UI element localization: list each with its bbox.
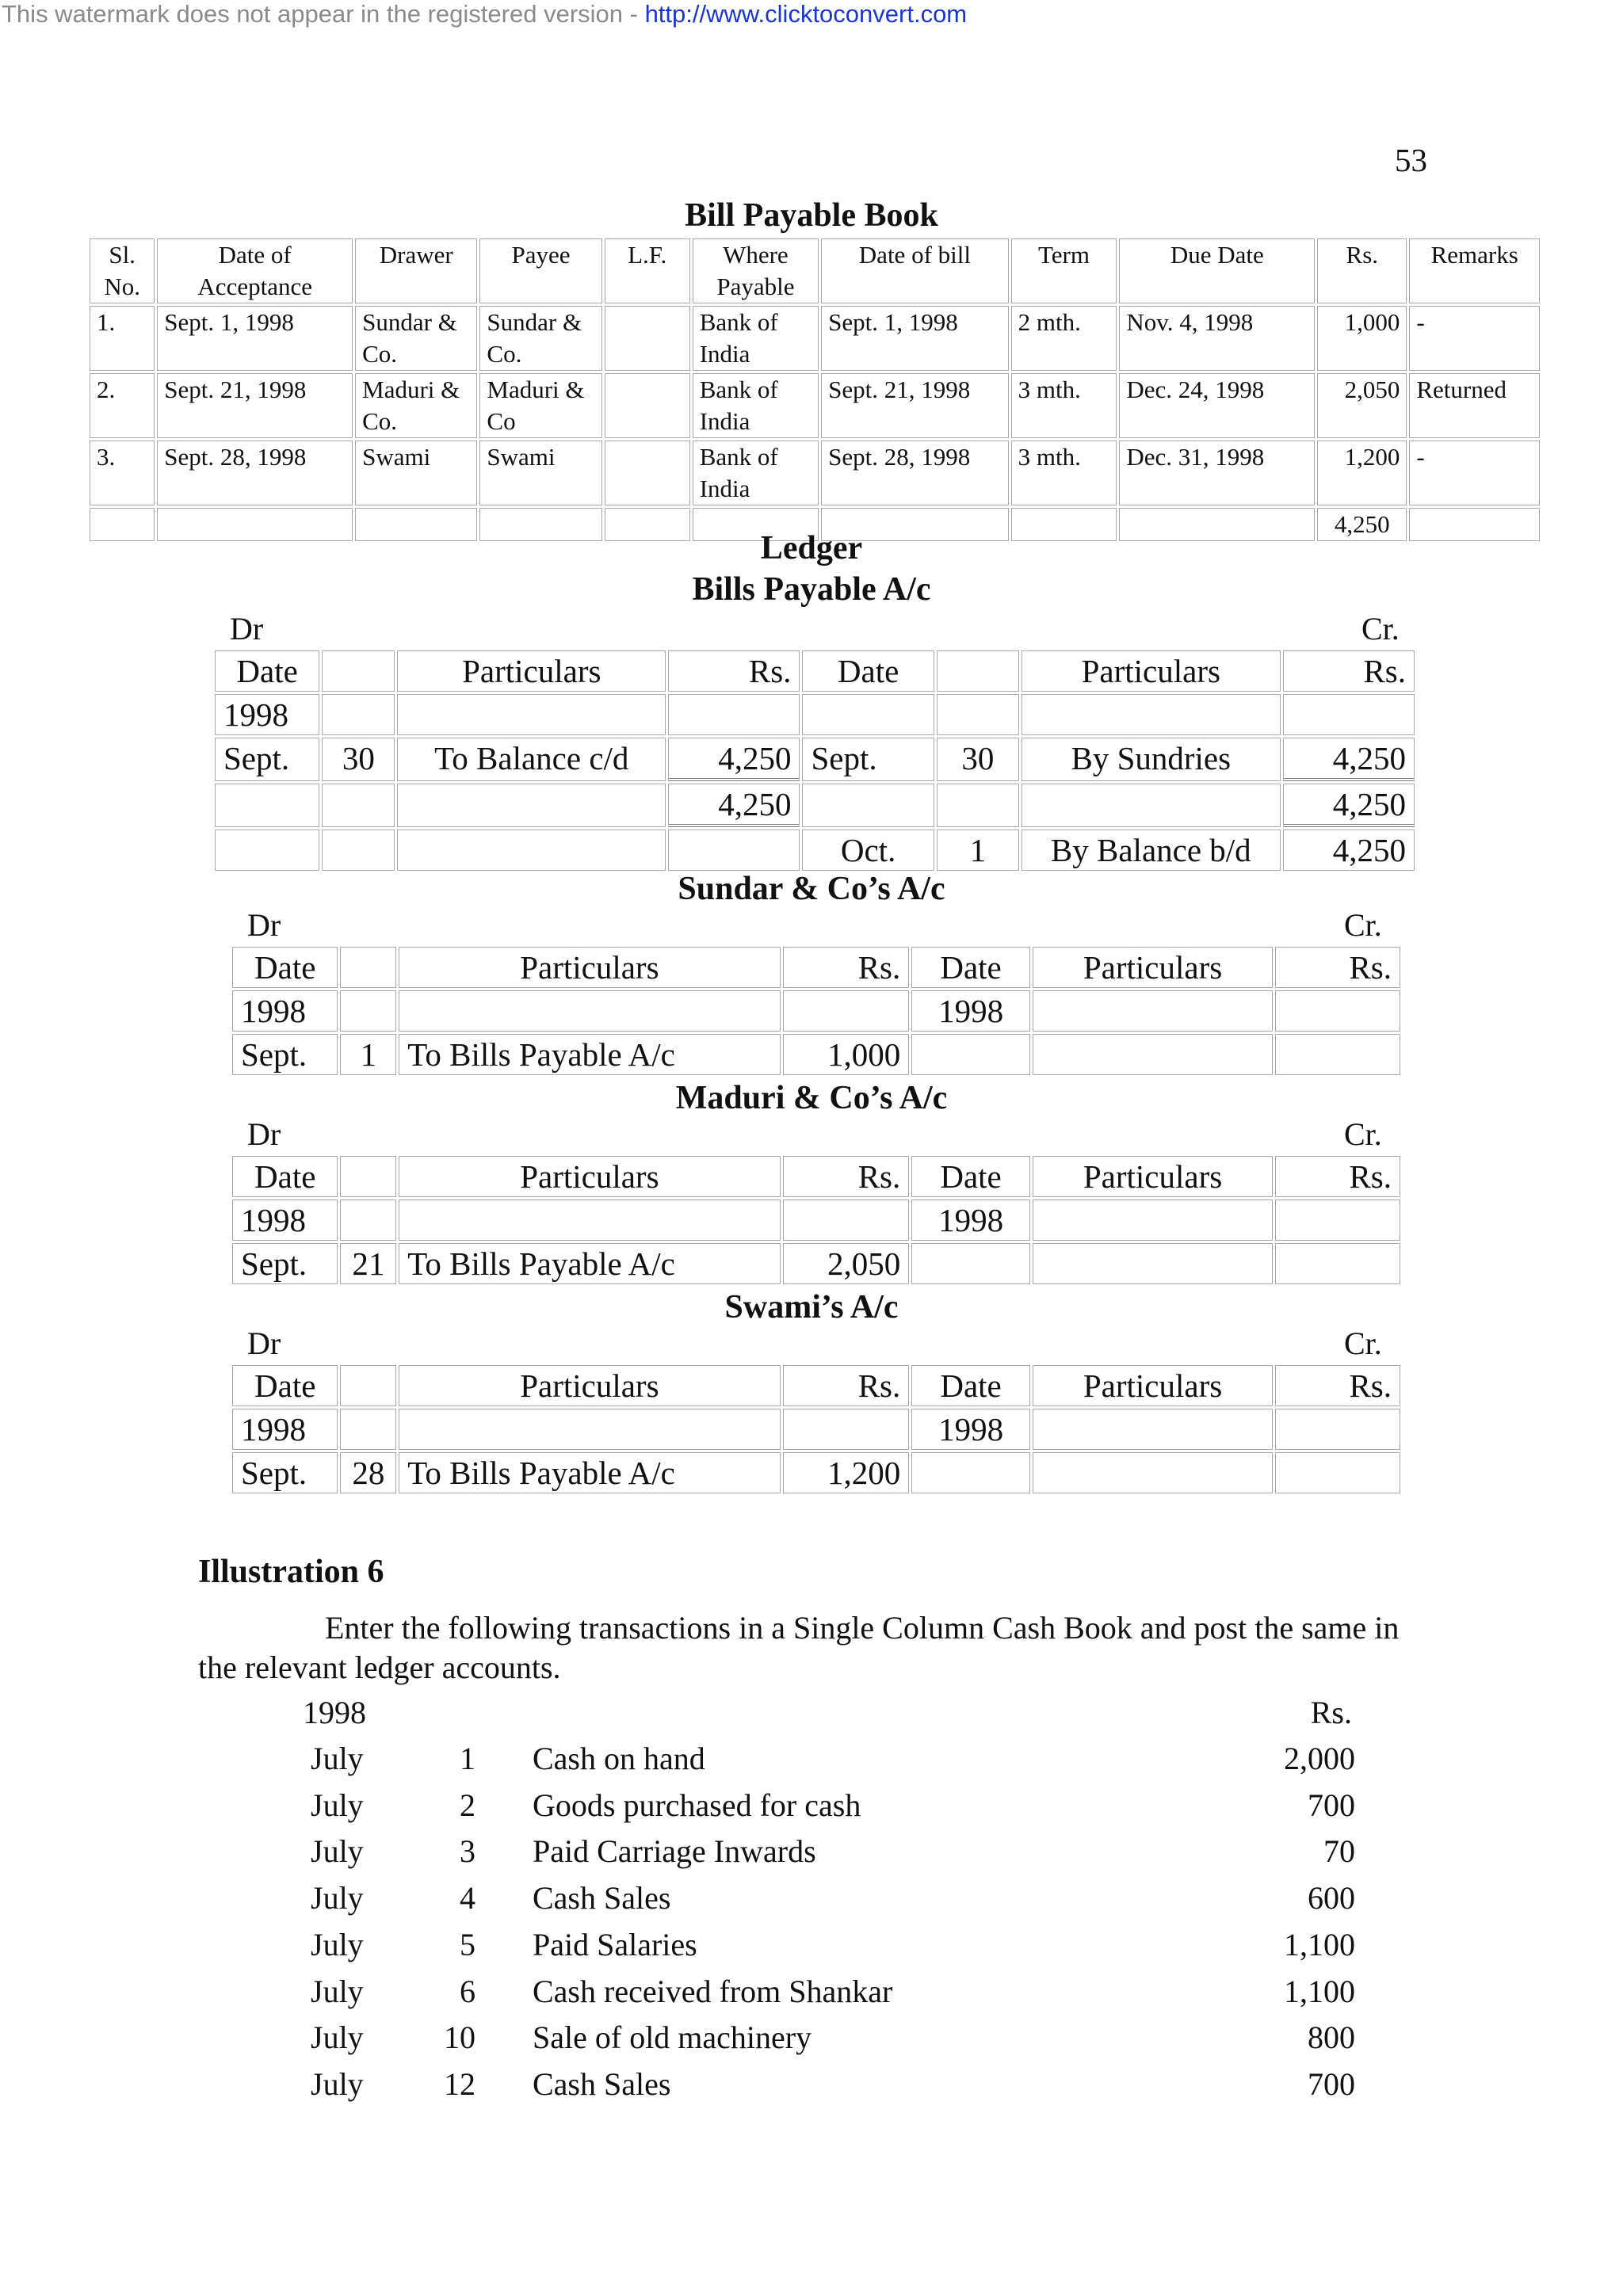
account-header: Rs.	[783, 947, 910, 988]
bill-book-cell: Returned	[1409, 373, 1540, 438]
account-header: Date	[232, 1365, 338, 1406]
bill-book-cell: Sept. 21, 1998	[821, 373, 1009, 438]
cr-label: Cr.	[1344, 907, 1382, 943]
account-header: Date	[232, 947, 338, 988]
ledger-cell: 30	[937, 738, 1019, 781]
ledger-cell: Sept.	[215, 738, 319, 781]
table-row	[232, 1243, 1400, 1284]
table-row	[232, 990, 1400, 1032]
list-item	[301, 2019, 1355, 2065]
ledger-header: Particulars	[1022, 650, 1281, 692]
bill-book-cell: -	[1409, 441, 1540, 505]
account-cell	[911, 1034, 1030, 1075]
cr-label: Cr.	[1344, 1116, 1382, 1152]
cr-label: Cr.	[1344, 1325, 1382, 1361]
ledger-cell	[1022, 784, 1281, 827]
bill-payable-table	[87, 236, 1542, 543]
account-title: Swami’s A/c	[724, 1289, 899, 1325]
account-cell: 1998	[232, 990, 338, 1032]
account-table	[230, 1363, 1403, 1496]
account-header: Date	[911, 1365, 1030, 1406]
bill-book-header: Drawer	[355, 238, 477, 303]
transaction-day: 2	[460, 1787, 475, 1823]
transaction-amount: 700	[1308, 2065, 1355, 2102]
bill-book-cell: 2,050	[1317, 373, 1407, 438]
bill-book-cell: Bank of India	[693, 306, 819, 371]
transaction-day: 5	[460, 1926, 475, 1962]
transaction-month: July	[311, 1880, 364, 1917]
bill-book-cell: Sept. 1, 1998	[821, 306, 1009, 371]
bill-book-cell: Swami	[355, 441, 477, 505]
transaction-amount: 70	[1323, 1833, 1355, 1870]
ledger-header: Particulars	[397, 650, 666, 692]
bill-book-header: Payee	[479, 238, 601, 303]
watermark	[2, 0, 967, 29]
account-header: Rs.	[1275, 947, 1400, 988]
list-item	[301, 1833, 1355, 1878]
transaction-description: Paid Salaries	[533, 1926, 697, 1962]
account-cell: 1	[340, 1034, 396, 1075]
transaction-amount: 700	[1308, 1787, 1355, 1823]
account-cell	[340, 1199, 396, 1241]
dr-label: Dr	[247, 907, 281, 943]
ledger-cell	[668, 694, 800, 735]
dr-label: Dr	[247, 1325, 281, 1361]
bill-book-cell: 1.	[90, 306, 155, 371]
page-number: 53	[1395, 142, 1427, 178]
account-header: Date	[911, 947, 1030, 988]
transaction-month: July	[311, 2019, 364, 2056]
account-cell	[1275, 990, 1400, 1032]
bill-book-header: Due Date	[1119, 238, 1315, 303]
ledger-cell	[1283, 694, 1415, 735]
account-header-row	[232, 1365, 1400, 1406]
ledger-cell: By Balance b/d	[1022, 830, 1281, 871]
bill-book-cell: 3 mth.	[1011, 373, 1117, 438]
bill-book-cell: Sept. 21, 1998	[157, 373, 353, 438]
table-row	[90, 306, 1540, 371]
ledger-cell	[215, 784, 319, 827]
bill-book-title: Bill Payable Book	[685, 197, 938, 234]
account-cell: Sept.	[232, 1452, 338, 1493]
cr-label: Cr.	[1361, 611, 1400, 646]
account-cell: To Bills Payable A/c	[399, 1452, 780, 1493]
ledger-header: Date	[215, 650, 319, 692]
ledger-header: Rs.	[1283, 650, 1415, 692]
transactions-rs-header: Rs.	[1310, 1695, 1352, 1730]
ledger-cell: 4,250	[1283, 738, 1415, 781]
account-cell	[783, 990, 910, 1032]
account-header: Particulars	[399, 947, 780, 988]
account-cell: Sept.	[232, 1243, 338, 1284]
account-cell: 1,200	[783, 1452, 910, 1493]
bill-book-cell: Sept. 1, 1998	[157, 306, 353, 371]
bill-book-cell: -	[1409, 306, 1540, 371]
watermark-text: This watermark does not appear in the registered version -	[2, 0, 645, 28]
account-cell	[1275, 1199, 1400, 1241]
ledger-cell	[802, 784, 934, 827]
account-cell	[1275, 1034, 1400, 1075]
ledger-cell	[668, 830, 800, 871]
account-header: Date	[232, 1156, 338, 1197]
bill-book-cell: 2.	[90, 373, 155, 438]
ledger-cell	[322, 784, 395, 827]
account-cell	[1033, 1199, 1273, 1241]
ledger-cell: 1998	[215, 694, 319, 735]
account-cell	[783, 1409, 910, 1450]
list-item	[301, 1926, 1355, 1972]
account-header: Particulars	[399, 1156, 780, 1197]
bill-book-cell	[605, 441, 690, 505]
table-row	[215, 830, 1415, 871]
bill-book-header: L.F.	[605, 238, 690, 303]
account-title: Maduri & Co’s A/c	[675, 1080, 948, 1116]
account-cell: 1998	[911, 1199, 1030, 1241]
ledger-cell: By Sundries	[1022, 738, 1281, 781]
account-cell	[1033, 990, 1273, 1032]
transaction-amount: 2,000	[1284, 1741, 1355, 1776]
ledger-header: Date	[802, 650, 934, 692]
table-row	[90, 373, 1540, 438]
ledger-cell	[937, 784, 1019, 827]
list-item	[301, 1879, 1355, 1925]
account-cell	[1275, 1243, 1400, 1284]
account-cell: 28	[340, 1452, 396, 1493]
account-table	[230, 944, 1403, 1077]
bill-book-cell: Sundar & Co.	[479, 306, 601, 371]
bill-book-cell: 1,000	[1317, 306, 1407, 371]
account-cell: 1998	[232, 1199, 338, 1241]
ledger-cell: Sept.	[802, 738, 934, 781]
bill-book-header: Rs.	[1317, 238, 1407, 303]
account-cell: 1998	[232, 1409, 338, 1450]
ledger-cell	[215, 830, 319, 871]
table-row	[215, 738, 1415, 781]
bill-book-cell: 2 mth.	[1011, 306, 1117, 371]
illustration-text: Enter the following transactions in a Single Column Cash Book and post the same in the relevant ledger accounts.	[198, 1610, 1400, 1685]
table-row	[90, 441, 1540, 505]
list-item	[301, 1787, 1355, 1833]
list-item	[301, 2065, 1355, 2111]
transaction-month: July	[311, 2065, 364, 2102]
account-cell	[783, 1199, 910, 1241]
ledger-cell	[1022, 694, 1281, 735]
bill-book-cell: Maduri & Co	[479, 373, 601, 438]
ledger-header: Rs.	[668, 650, 800, 692]
account-header-row	[232, 1156, 1400, 1197]
bill-book-header: Where Payable	[693, 238, 819, 303]
account-cell	[1275, 1452, 1400, 1493]
transaction-month: July	[311, 1926, 364, 1962]
table-row	[215, 694, 1415, 735]
transaction-day: 6	[460, 1973, 475, 2009]
transaction-day: 1	[460, 1741, 475, 1776]
account-cell	[399, 1409, 780, 1450]
transaction-description: Goods purchased for cash	[533, 1787, 861, 1823]
account-cell: 21	[340, 1243, 396, 1284]
transaction-description: Cash Sales	[533, 1880, 671, 1917]
bill-book-cell: 1,200	[1317, 441, 1407, 505]
transaction-amount: 600	[1308, 1880, 1355, 1917]
ledger-cell	[397, 784, 666, 827]
transaction-amount: 1,100	[1284, 1973, 1355, 2009]
bill-book-header: Date of Acceptance	[157, 238, 353, 303]
list-item	[301, 1973, 1355, 2019]
ledger-cell: 1	[937, 830, 1019, 871]
bill-book-header: Sl. No.	[90, 238, 155, 303]
account-cell: 1,000	[783, 1034, 910, 1075]
bill-book-total: 4,250	[1317, 508, 1407, 541]
account-cell: To Bills Payable A/c	[399, 1034, 780, 1075]
account-header: Rs.	[1275, 1156, 1400, 1197]
table-row	[215, 784, 1415, 827]
account-cell	[1033, 1409, 1273, 1450]
account-header: Rs.	[783, 1365, 910, 1406]
illustration-title: Illustration 6	[198, 1554, 384, 1590]
account-cell	[911, 1243, 1030, 1284]
account-cell: 2,050	[783, 1243, 910, 1284]
ledger-cell: 4,250	[1283, 784, 1415, 827]
account-cell	[911, 1452, 1030, 1493]
account-cell: Sept.	[232, 1034, 338, 1075]
ledger-title: Ledger	[760, 530, 863, 566]
ledger-cell: 4,250	[668, 738, 800, 781]
ledger-cell	[397, 830, 666, 871]
ledger-cell: To Balance c/d	[397, 738, 666, 781]
bill-book-cell	[605, 306, 690, 371]
transaction-day: 10	[444, 2019, 475, 2056]
transaction-day: 3	[460, 1833, 475, 1870]
bill-book-cell: Maduri & Co.	[355, 373, 477, 438]
ledger-cell: 4,250	[1283, 830, 1415, 871]
transaction-amount: 1,100	[1284, 1926, 1355, 1962]
transaction-description: Paid Carriage Inwards	[533, 1833, 816, 1870]
bills-payable-table	[212, 648, 1417, 873]
transactions-year: 1998	[303, 1695, 366, 1730]
account-header: Rs.	[783, 1156, 910, 1197]
ledger-header-row	[215, 650, 1415, 692]
account-cell	[1033, 1034, 1273, 1075]
transaction-month: July	[311, 1973, 364, 2009]
ledger-header	[937, 650, 1019, 692]
bill-book-header: Term	[1011, 238, 1117, 303]
bill-book-header: Date of bill	[821, 238, 1009, 303]
account-cell	[399, 990, 780, 1032]
bill-book-header: Remarks	[1409, 238, 1540, 303]
account-cell	[399, 1199, 780, 1241]
transaction-month: July	[311, 1741, 364, 1776]
table-row	[232, 1034, 1400, 1075]
bill-book-cell: 3 mth.	[1011, 441, 1117, 505]
account-header: Particulars	[1033, 1156, 1273, 1197]
ledger-cell: Oct.	[802, 830, 934, 871]
account-cell	[340, 1409, 396, 1450]
bills-payable-title: Bills Payable A/c	[692, 571, 931, 608]
dr-label: Dr	[247, 1116, 281, 1152]
bill-book-cell: 3.	[90, 441, 155, 505]
account-header: Rs.	[1275, 1365, 1400, 1406]
table-row	[232, 1409, 1400, 1450]
transaction-month: July	[311, 1787, 364, 1823]
bill-book-cell: Bank of India	[693, 373, 819, 438]
ledger-cell	[322, 830, 395, 871]
bill-book-cell: Dec. 24, 1998	[1119, 373, 1315, 438]
bill-book-cell: Sundar & Co.	[355, 306, 477, 371]
table-row	[232, 1199, 1400, 1241]
account-cell: 1998	[911, 1409, 1030, 1450]
bill-book-cell: Swami	[479, 441, 601, 505]
ledger-cell	[937, 694, 1019, 735]
account-cell	[1033, 1452, 1273, 1493]
dr-label: Dr	[230, 611, 264, 646]
account-header	[340, 1365, 396, 1406]
account-header: Date	[911, 1156, 1030, 1197]
account-header: Particulars	[1033, 947, 1273, 988]
account-table	[230, 1154, 1403, 1287]
ledger-cell	[802, 694, 934, 735]
bill-book-cell: Bank of India	[693, 441, 819, 505]
bill-book-cell: Dec. 31, 1998	[1119, 441, 1315, 505]
account-cell: To Bills Payable A/c	[399, 1243, 780, 1284]
transaction-description: Cash Sales	[533, 2065, 671, 2102]
transaction-month: July	[311, 1833, 364, 1870]
transaction-day: 12	[444, 2065, 475, 2102]
account-cell	[1033, 1243, 1273, 1284]
ledger-header	[322, 650, 395, 692]
account-cell	[1275, 1409, 1400, 1450]
account-header	[340, 947, 396, 988]
account-header: Particulars	[1033, 1365, 1273, 1406]
account-header: Particulars	[399, 1365, 780, 1406]
transaction-day: 4	[460, 1880, 475, 1917]
bill-book-cell: Nov. 4, 1998	[1119, 306, 1315, 371]
account-title: Sundar & Co’s A/c	[678, 871, 945, 907]
ledger-cell	[322, 694, 395, 735]
account-header-row	[232, 947, 1400, 988]
account-cell: 1998	[911, 990, 1030, 1032]
list-item	[301, 1740, 1355, 1786]
watermark-link[interactable]: http://www.clicktoconvert.com	[644, 0, 968, 28]
ledger-cell	[397, 694, 666, 735]
bill-book-cell: Sept. 28, 1998	[821, 441, 1009, 505]
ledger-cell: 30	[322, 738, 395, 781]
bill-book-cell	[605, 373, 690, 438]
ledger-cell: 4,250	[668, 784, 800, 827]
transaction-amount: 800	[1308, 2019, 1355, 2056]
account-cell	[340, 990, 396, 1032]
bill-book-header-row	[90, 238, 1540, 303]
transaction-description: Cash on hand	[533, 1741, 705, 1776]
bill-book-cell: Sept. 28, 1998	[157, 441, 353, 505]
account-header	[340, 1156, 396, 1197]
transaction-description: Cash received from Shankar	[533, 1973, 893, 2009]
transaction-description: Sale of old machinery	[533, 2019, 812, 2056]
table-row	[232, 1452, 1400, 1493]
